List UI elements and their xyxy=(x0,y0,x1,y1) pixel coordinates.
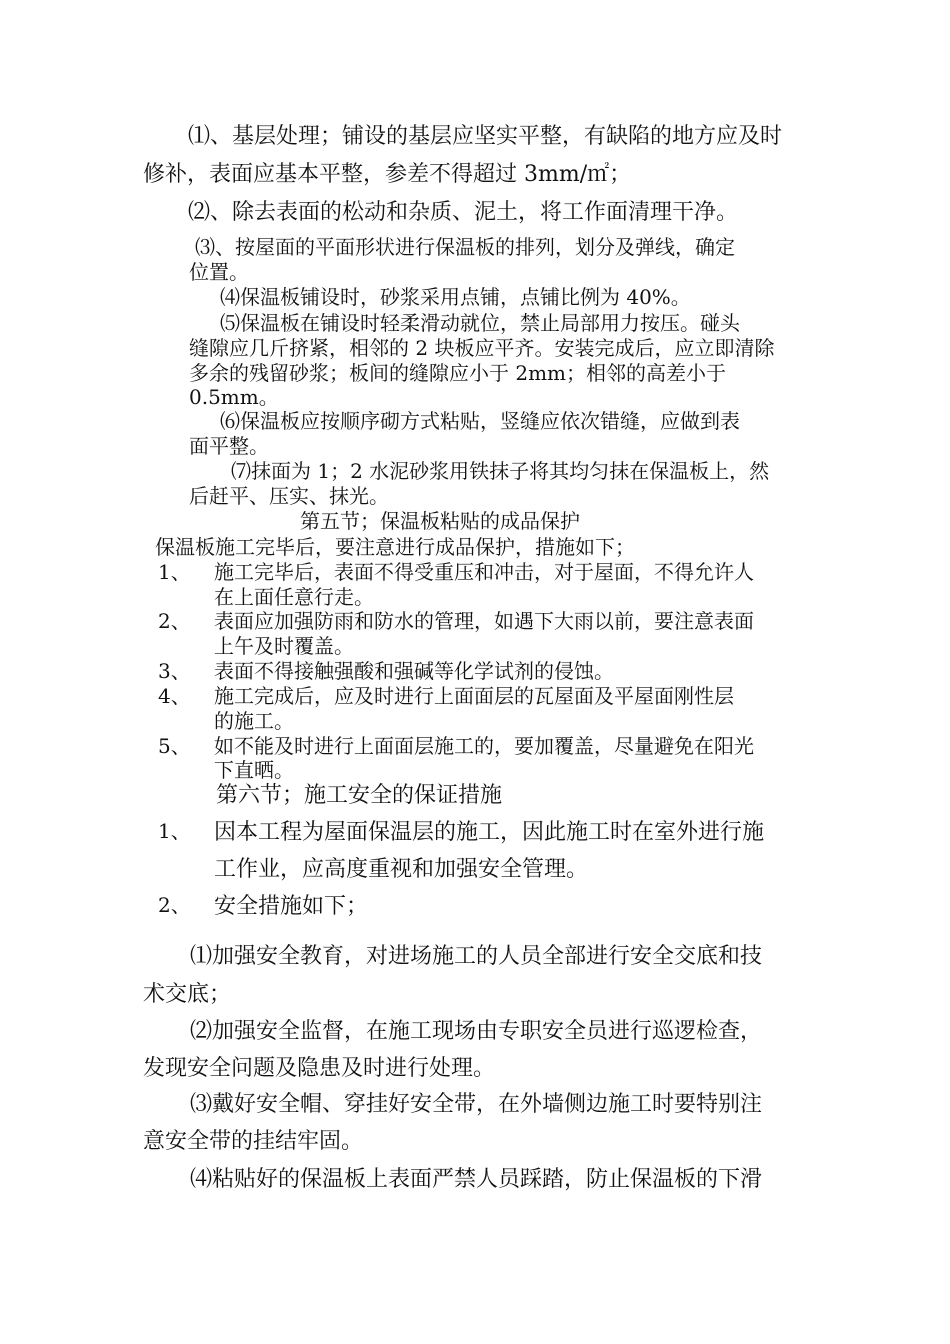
measure-2-line-1: ⑵加强安全监督，在施工现场由专职安全员进行巡逻检查， xyxy=(190,1019,763,1044)
section-6-item-2-line-1: 安全措施如下； xyxy=(214,894,369,919)
para-6-line-2: 面平整。 xyxy=(189,434,269,458)
para-5-line-3: 多余的残留砂浆；板间的缝隙应小于 2mm；相邻的高差小于 xyxy=(189,361,727,385)
para-1-line-2: 修补，表面应基本平整，参差不得超过 3mm/㎡； xyxy=(143,162,632,187)
para-6-line-1: ⑹保温板应按顺序砌方式粘贴，竖缝应依次错缝，应做到表 xyxy=(220,409,740,433)
section-5-item-4-number: 4、 xyxy=(158,684,191,708)
section-6-item-2-number: 2、 xyxy=(158,893,191,917)
section-6-title: 第六节；施工安全的保证措施 xyxy=(216,783,503,808)
para-3-line-2: 位置。 xyxy=(189,260,249,284)
para-1-line-1: ⑴、基层处理；铺设的基层应坚实平整，有缺陷的地方应及时 xyxy=(188,124,783,149)
measure-1-line-2: 术交底； xyxy=(143,982,232,1007)
section-5-item-1-number: 1、 xyxy=(158,560,191,584)
section-6-item-1-line-2: 工作业，应高度重视和加强安全管理。 xyxy=(214,857,589,882)
section-5-item-2-number: 2、 xyxy=(158,609,191,633)
measure-1-line-1: ⑴加强安全教育，对进场施工的人员全部进行安全交底和技 xyxy=(190,944,763,969)
section-5-item-4-line-2: 的施工。 xyxy=(214,709,294,733)
section-5-item-4-line-1: 施工完成后，应及时进行上面面层的瓦屋面及平屋面刚性层 xyxy=(214,684,734,708)
para-2: ⑵、除去表面的松动和杂质、泥土，将工作面清理干净。 xyxy=(188,200,739,225)
section-5-item-5-line-2: 下直晒。 xyxy=(214,758,294,782)
section-6-item-1-number: 1、 xyxy=(158,819,191,843)
section-5-item-2-line-1: 表面应加强防雨和防水的管理，如遇下大雨以前，要注意表面 xyxy=(214,609,754,633)
section-5-item-1-line-2: 在上面任意行走。 xyxy=(214,585,374,609)
measure-4-line-1: ⑷粘贴好的保温板上表面严禁人员踩踏，防止保温板的下滑 xyxy=(190,1167,763,1192)
para-5-line-1: ⑸保温板在铺设时轻柔滑动就位，禁止局部用力按压。碰头 xyxy=(220,311,740,335)
para-5-line-4: 0.5mm。 xyxy=(189,385,279,409)
measure-3-line-1: ⑶戴好安全帽、穿挂好安全带，在外墙侧边施工时要特别注 xyxy=(190,1092,763,1117)
para-7-line-2: 后赶平、压实、抹光。 xyxy=(189,484,389,508)
section-5-item-2-line-2: 上午及时覆盖。 xyxy=(214,634,354,658)
section-5-item-3-line-1: 表面不得接触强酸和强碱等化学试剂的侵蚀。 xyxy=(214,659,614,683)
section-5-item-5-line-1: 如不能及时进行上面面层施工的，要加覆盖，尽量避免在阳光 xyxy=(214,734,754,758)
measure-3-line-2: 意安全带的挂结牢固。 xyxy=(143,1129,364,1154)
section-5-title: 第五节；保温板粘贴的成品保护 xyxy=(300,509,580,533)
section-5-item-1-line-1: 施工完毕后，表面不得受重压和冲击，对于屋面，不得允许人 xyxy=(214,560,754,584)
section-5-item-3-number: 3、 xyxy=(158,659,191,683)
para-3-line-1: ⑶、按屋面的平面形状进行保温板的排列，划分及弹线，确定 xyxy=(195,235,735,259)
para-5-line-2: 缝隙应几斤挤紧，相邻的 2 块板应平齐。安装完成后，应立即清除 xyxy=(189,336,775,360)
section-5-item-5-number: 5、 xyxy=(158,734,191,758)
measure-2-line-2: 发现安全问题及隐患及时进行处理。 xyxy=(143,1056,496,1081)
para-7-line-1: ⑺抹面为 1；2 水泥砂浆用铁抹子将其均匀抹在保温板上，然 xyxy=(231,459,770,483)
section-6-item-1-line-1: 因本工程为屋面保温层的施工，因此施工时在室外进行施 xyxy=(214,820,765,845)
section-5-intro: 保温板施工完毕后，要注意进行成品保护，措施如下； xyxy=(155,535,635,559)
para-4: ⑷保温板铺设时，砂浆采用点铺，点铺比例为 40%。 xyxy=(220,285,691,309)
